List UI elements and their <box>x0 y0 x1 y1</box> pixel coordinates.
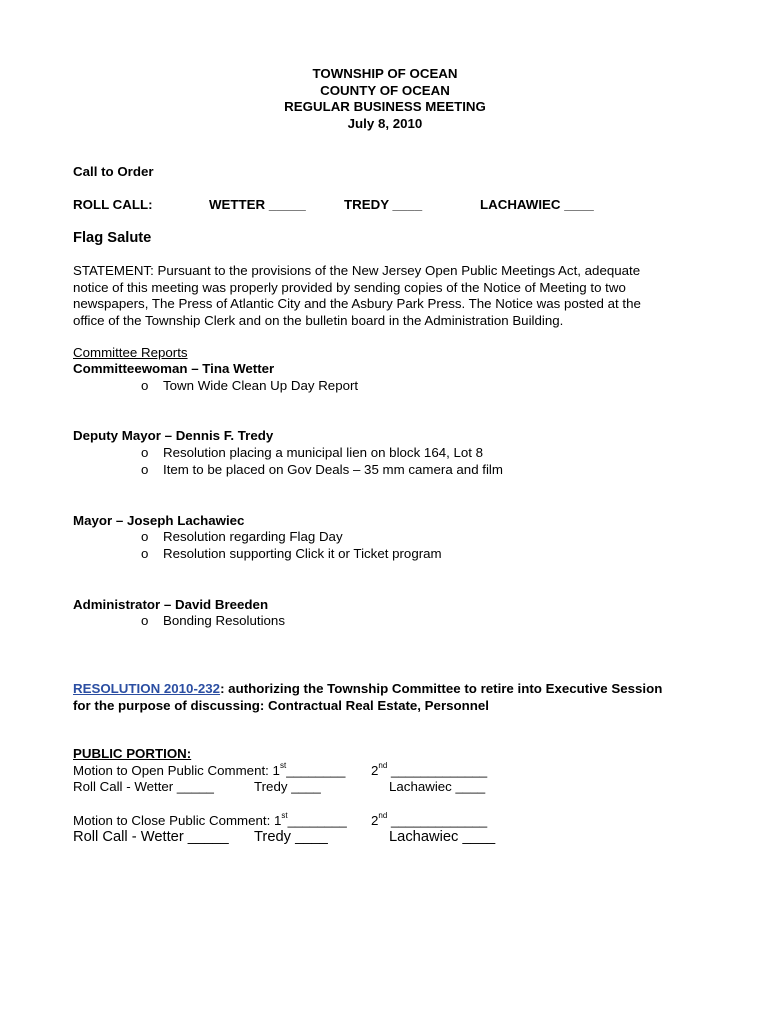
committee-reports-heading: Committee Reports <box>73 345 188 360</box>
close-second-blank: _____________ <box>391 813 488 828</box>
close-motion-label: Motion to Close Public Comment: 1 <box>73 813 282 828</box>
statement-line: notice of this meeting was properly provided by sending copies of the Notice of Meeting to two <box>73 279 626 295</box>
section-heading: Mayor – Joseph Lachawiec <box>73 513 245 528</box>
roll-call-wetter: WETTER _____ <box>209 197 306 212</box>
call-to-order: Call to Order <box>73 164 154 179</box>
list-item-text: Resolution supporting Click it or Ticket program <box>163 546 442 561</box>
open-motion-label: Motion to Open Public Comment: 1 <box>73 763 280 778</box>
roll-call-lachawiec: LACHAWIEC ____ <box>480 197 594 212</box>
bullet-marker: o <box>141 546 149 561</box>
open-second-blank: _____________ <box>391 763 488 778</box>
close-second-line <box>371 813 487 828</box>
header-county: COUNTY OF OCEAN <box>320 82 450 98</box>
section-heading: Committeewoman – Tina Wetter <box>73 361 275 376</box>
roll-call-close-wetter: Roll Call - Wetter _____ <box>73 829 229 845</box>
section-heading: Deputy Mayor – Dennis F. Tredy <box>73 428 274 443</box>
open-second-line <box>371 763 487 778</box>
bullet-marker: o <box>141 378 149 393</box>
roll-call-label: ROLL CALL: <box>73 197 153 212</box>
header-date: July 8, 2010 <box>347 115 423 131</box>
section-heading: Administrator – David Breeden <box>73 597 269 612</box>
list-item-text: Resolution regarding Flag Day <box>163 529 343 544</box>
header-meeting-type: REGULAR BUSINESS MEETING <box>284 99 486 114</box>
public-portion-heading: PUBLIC PORTION: <box>73 746 192 761</box>
roll-call-open-wetter: Roll Call - Wetter _____ <box>73 779 214 794</box>
statement-paragraph <box>73 263 693 329</box>
roll-call-open-lachawiec: Lachawiec ____ <box>389 779 486 794</box>
document-header <box>0 66 770 132</box>
second-label: 2 <box>371 763 379 778</box>
roll-call-open-tredy: Tredy ____ <box>254 779 321 794</box>
roll-call-close-tredy: Tredy ____ <box>254 829 328 845</box>
second-superscript: nd <box>378 761 388 770</box>
bullet-marker: o <box>141 445 149 460</box>
list-item-text: Item to be placed on Gov Deals – 35 mm camera and film <box>163 462 503 477</box>
statement-line: STATEMENT: Pursuant to the provisions of the New Jersey Open Public Meetings Act, adequate <box>73 263 641 278</box>
list-item-text: Bonding Resolutions <box>163 613 285 628</box>
bullet-marker: o <box>141 613 149 628</box>
roll-call-tredy: TREDY ____ <box>344 197 423 212</box>
open-motion-line <box>73 763 345 778</box>
second-label: 2 <box>371 813 379 828</box>
resolution-line <box>73 681 662 696</box>
open-first-blank: ________ <box>286 763 346 778</box>
bullet-marker: o <box>141 462 149 477</box>
bullet-marker: o <box>141 529 149 544</box>
first-superscript: st <box>281 811 288 820</box>
roll-call-close-lachawiec: Lachawiec ____ <box>389 829 496 845</box>
second-superscript: nd <box>378 811 388 820</box>
resolution-link[interactable]: RESOLUTION 2010-232 <box>73 681 221 696</box>
statement-line: office of the Township Clerk and on the bulletin board in the Administration Building. <box>73 312 564 328</box>
first-superscript: st <box>279 761 287 770</box>
statement-line: newspapers, The Press of Atlantic City and the Asbury Park Press. The Notice was posted at the <box>73 296 641 311</box>
flag-salute: Flag Salute <box>73 230 152 246</box>
resolution-purpose: for the purpose of discussing: Contractual Real Estate, Personnel <box>73 698 489 713</box>
close-first-blank: ________ <box>287 813 347 828</box>
header-township: TOWNSHIP OF OCEAN <box>312 66 458 81</box>
list-item-text: Resolution placing a municipal lien on block 164, Lot 8 <box>163 445 484 460</box>
resolution-text: : authorizing the Township Committee to retire into Executive Session <box>220 681 663 696</box>
close-motion-line <box>73 813 347 828</box>
list-item-text: Town Wide Clean Up Day Report <box>163 378 359 393</box>
